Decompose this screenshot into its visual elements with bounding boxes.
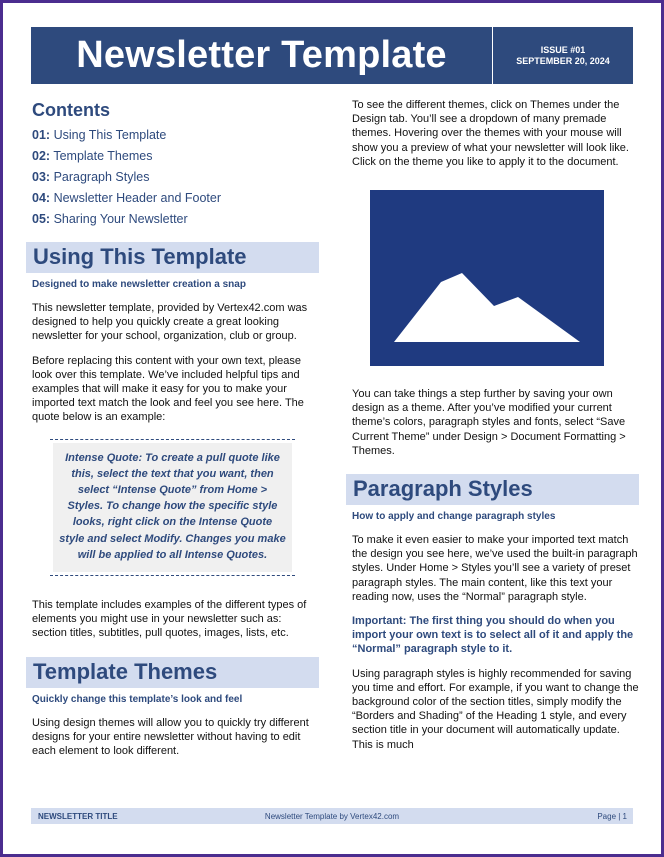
contents-heading: Contents <box>32 100 110 120</box>
section-subtitle-themes: Quickly change this template’s look and feel <box>32 693 243 705</box>
paragraph: You can take things a step further by saving your own design as a theme. After you’ve modified your current theme’s colors, paragraph styles and fonts, select “Save Current Theme” under Design > Document Formatting > Themes. <box>352 388 626 457</box>
footer-newsletter-title: NEWSLETTER TITLE <box>38 811 118 821</box>
section-title-using: Using This Template <box>26 242 319 273</box>
masthead <box>31 27 633 84</box>
table-of-contents <box>32 125 319 230</box>
toc-number: 05: <box>32 212 51 226</box>
left-column <box>26 97 319 758</box>
toc-item-2[interactable] <box>32 146 319 167</box>
toc-label: Using This Template <box>53 128 167 142</box>
page-footer <box>31 808 633 824</box>
issue-info <box>493 27 633 84</box>
paragraph: This template includes examples of the different types of elements you might use in your newsletter such as: section titles, subtitles, pull quotes, images, lists, etc. <box>32 599 307 640</box>
paragraph: Using paragraph styles is highly recommended for saving you time and effort. For example, if you want to change the background color of the section titles, simply modify the “Borders and Shading” of the Heading 1 style, and every section title in your document will automatically update. This is much <box>352 667 639 751</box>
right-column <box>346 97 639 752</box>
issue-number: ISSUE #01 <box>540 44 586 55</box>
footer-credit: Newsletter Template by Vertex42.com <box>264 811 400 821</box>
toc-label: Sharing Your Newsletter <box>53 212 188 226</box>
paragraph: To see the different themes, click on Themes under the Design tab. You’ll see a dropdown of many premade themes. Hovering over the themes with your mouse will show you a preview of what your newsletter will look like. Click on the theme you like to apply it to the document. <box>352 99 629 168</box>
footer-page-number: Page | 1 <box>597 811 627 821</box>
newsletter-title: Newsletter Template <box>76 34 447 76</box>
toc-item-1[interactable] <box>32 125 319 146</box>
mountain-image-icon <box>370 190 604 366</box>
toc-number: 01: <box>32 128 51 142</box>
section-title-paragraph-styles: Paragraph Styles <box>346 474 639 505</box>
section-subtitle-using: Designed to make newsletter creation a snap <box>32 279 246 290</box>
section-title-themes: Template Themes <box>26 657 319 688</box>
pull-quote <box>50 439 295 576</box>
toc-number: 02: <box>32 149 51 163</box>
toc-number: 04: <box>32 191 51 205</box>
toc-item-5[interactable] <box>32 209 319 230</box>
paragraph: To make it even easier to make your imported text match the design you see here, we’ve used the built-in paragraph styles. Under Home > Styles you’ll see a variety of preset paragraph styles. The main content, like this text your reading now, uses the “Normal” paragraph style. <box>352 534 638 603</box>
toc-item-4[interactable] <box>32 188 319 209</box>
paragraph: Using design themes will allow you to quickly try different designs for your entire newsletter without having to edit each element to look different. <box>32 716 309 758</box>
issue-date: SEPTEMBER 20, 2024 <box>516 55 610 66</box>
paragraph: This newsletter template, provided by Vertex42.com was designed to help you quickly create a great looking newsletter for your school, organization, club or group. <box>32 302 308 343</box>
important-note: Important: The first thing you should do when you import your own text is to select all of it and apply the “Normal” paragraph style to it. <box>352 615 634 656</box>
pull-quote-text: Intense Quote: To create a pull quote like this, select the text that you want, then select “Intense Quote” from Home > Styles. To change how the specific style looks, right click on the Intense Quote style and select Modify. Changes you make will be applied to all Intense Quotes. <box>53 443 292 572</box>
section-subtitle-paragraph-styles: How to apply and change paragraph styles <box>352 511 556 523</box>
toc-label: Paragraph Styles <box>53 170 150 184</box>
toc-label: Newsletter Header and Footer <box>53 191 222 205</box>
paragraph: Before replacing this content with your own text, please look over this template. We’ve included helpful tips and examples that will make it easy for you to make your imported text match the look and feel you see here. The quote below is an example: <box>32 354 304 424</box>
toc-label: Template Themes <box>53 149 153 163</box>
toc-number: 03: <box>32 170 51 184</box>
toc-item-3[interactable] <box>32 167 319 188</box>
